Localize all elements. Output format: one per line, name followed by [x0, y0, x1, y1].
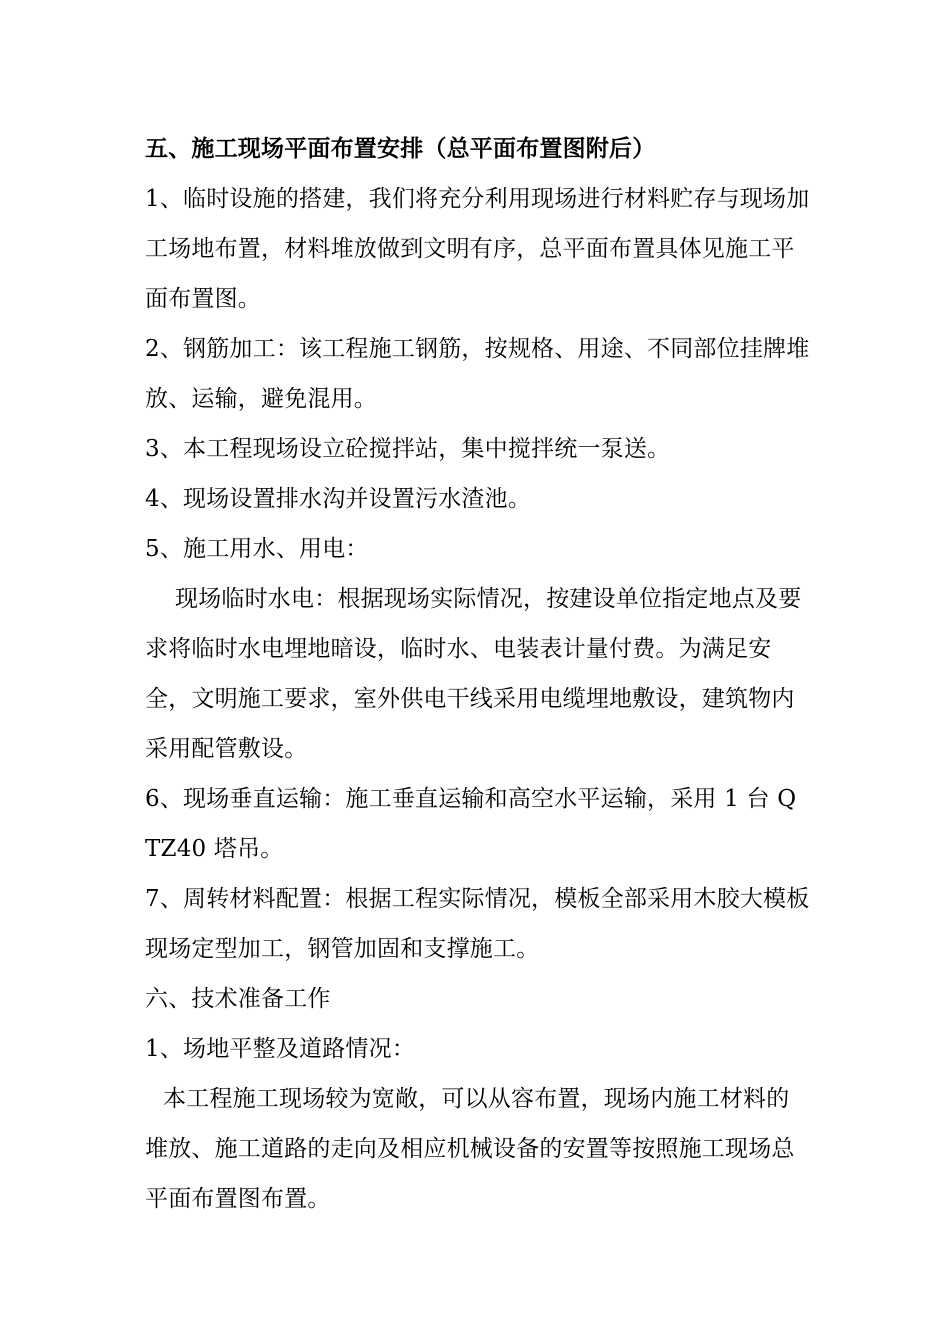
section5-heading: 五、施工现场平面布置安排（总平面布置图附后）	[145, 135, 656, 162]
paragraph-water-electricity-heading: 5、施工用水、用电：	[145, 536, 369, 562]
document-body	[145, 124, 810, 1224]
paragraph-turnover-materials: 7、周转材料配置：根据工程实际情况，模板全部采用木胶大模板现场定型加工，钢管加固和支撑施工。	[145, 886, 810, 962]
paragraph-concrete-station: 3、本工程现场设立砼搅拌站，集中搅拌统一泵送。	[145, 436, 671, 462]
paragraph-vertical-transport: 6、现场垂直运输：施工垂直运输和高空水平运输，采用 1 台 QTZ40 塔吊。	[145, 786, 797, 862]
paragraph-drainage: 4、现场设置排水沟并设置污水渣池。	[145, 486, 532, 512]
paragraph-rebar-processing: 2、钢筋加工：该工程施工钢筋，按规格、用途、不同部位挂牌堆放、运输，避免混用。	[145, 336, 810, 412]
section6-heading: 六、技术准备工作	[145, 986, 331, 1012]
paragraph-site-roads-heading: 1、场地平整及道路情况：	[145, 1036, 416, 1062]
paragraph-temporary-facilities: 1、临时设施的搭建，我们将充分利用现场进行材料贮存与现场加工场地布置，材料堆放做到文明有序，总平面布置具体见施工平面布置图。	[145, 186, 810, 312]
paragraph-water-electricity-body: 现场临时水电：根据现场实际情况，按建设单位指定地点及要求将临时水电埋地暗设，临时水、电装表计量付费。为满足安全，文明施工要求，室外供电干线采用电缆埋地敷设，建筑物内采用配管敷设。	[145, 586, 802, 762]
paragraph-site-roads-body: 本工程施工现场较为宽敞，可以从容布置，现场内施工材料的堆放、施工道路的走向及相应机械设备的安置等按照施工现场总平面布置图布置。	[145, 1086, 795, 1212]
